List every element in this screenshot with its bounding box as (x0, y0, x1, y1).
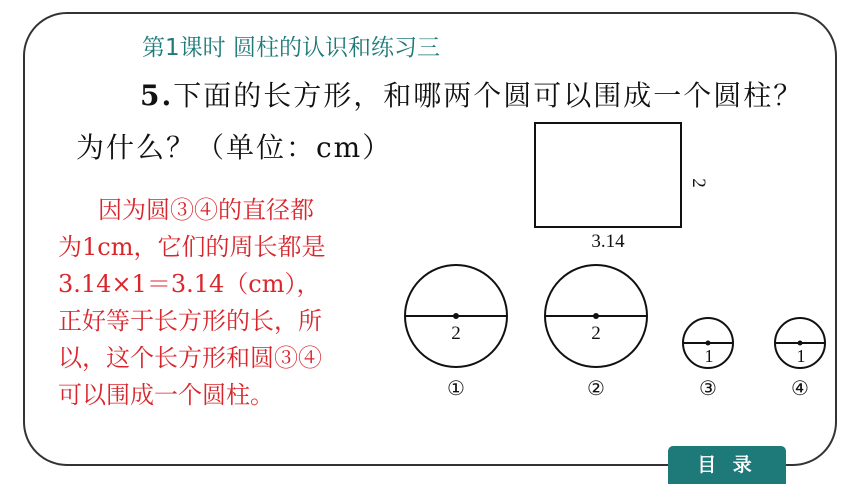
answer-line: 以，这个长方形和圆③④ (58, 344, 322, 372)
lesson-title: 第1课时 圆柱的认识和练习三 (142, 35, 440, 61)
circle-1-center (453, 313, 459, 319)
answer-line: 可以围成一个圆柱。 (58, 381, 274, 409)
circle-1-tag: ① (447, 378, 465, 400)
circle-4-center (798, 341, 803, 346)
question-number: 5. (140, 79, 174, 112)
circle-4-tag: ④ (791, 378, 809, 400)
circle-4-diameter-label: 1 (796, 346, 806, 366)
circle-2-center (593, 313, 599, 319)
circle-3-diameter-label: 1 (704, 346, 714, 366)
rectangle-length-label: 3.14 (591, 231, 625, 252)
question-line-2: 为什么？（单位：cm） (76, 131, 393, 164)
circle-1-diameter-label: 2 (451, 323, 461, 344)
rectangle-width-label: 2 (688, 178, 709, 188)
question-text-1: 下面的长方形，和哪两个圆可以围成一个圆柱？ (173, 79, 804, 112)
answer-line: 正好等于长方形的长，所 (58, 307, 322, 335)
table-of-contents-button[interactable]: 目 录 (668, 446, 786, 484)
answer-line: 为1cm，它们的周长都是 (58, 233, 326, 261)
circle-3-center (706, 341, 711, 346)
rectangle-shape (535, 123, 681, 227)
circle-2-diameter-label: 2 (591, 323, 601, 344)
answer-line: 因为圆③④的直径都 (98, 196, 314, 224)
answer-line: 3.14×1＝3.14（cm）， (58, 270, 321, 298)
circle-3-tag: ③ (699, 378, 717, 400)
circle-2-tag: ② (587, 378, 605, 400)
